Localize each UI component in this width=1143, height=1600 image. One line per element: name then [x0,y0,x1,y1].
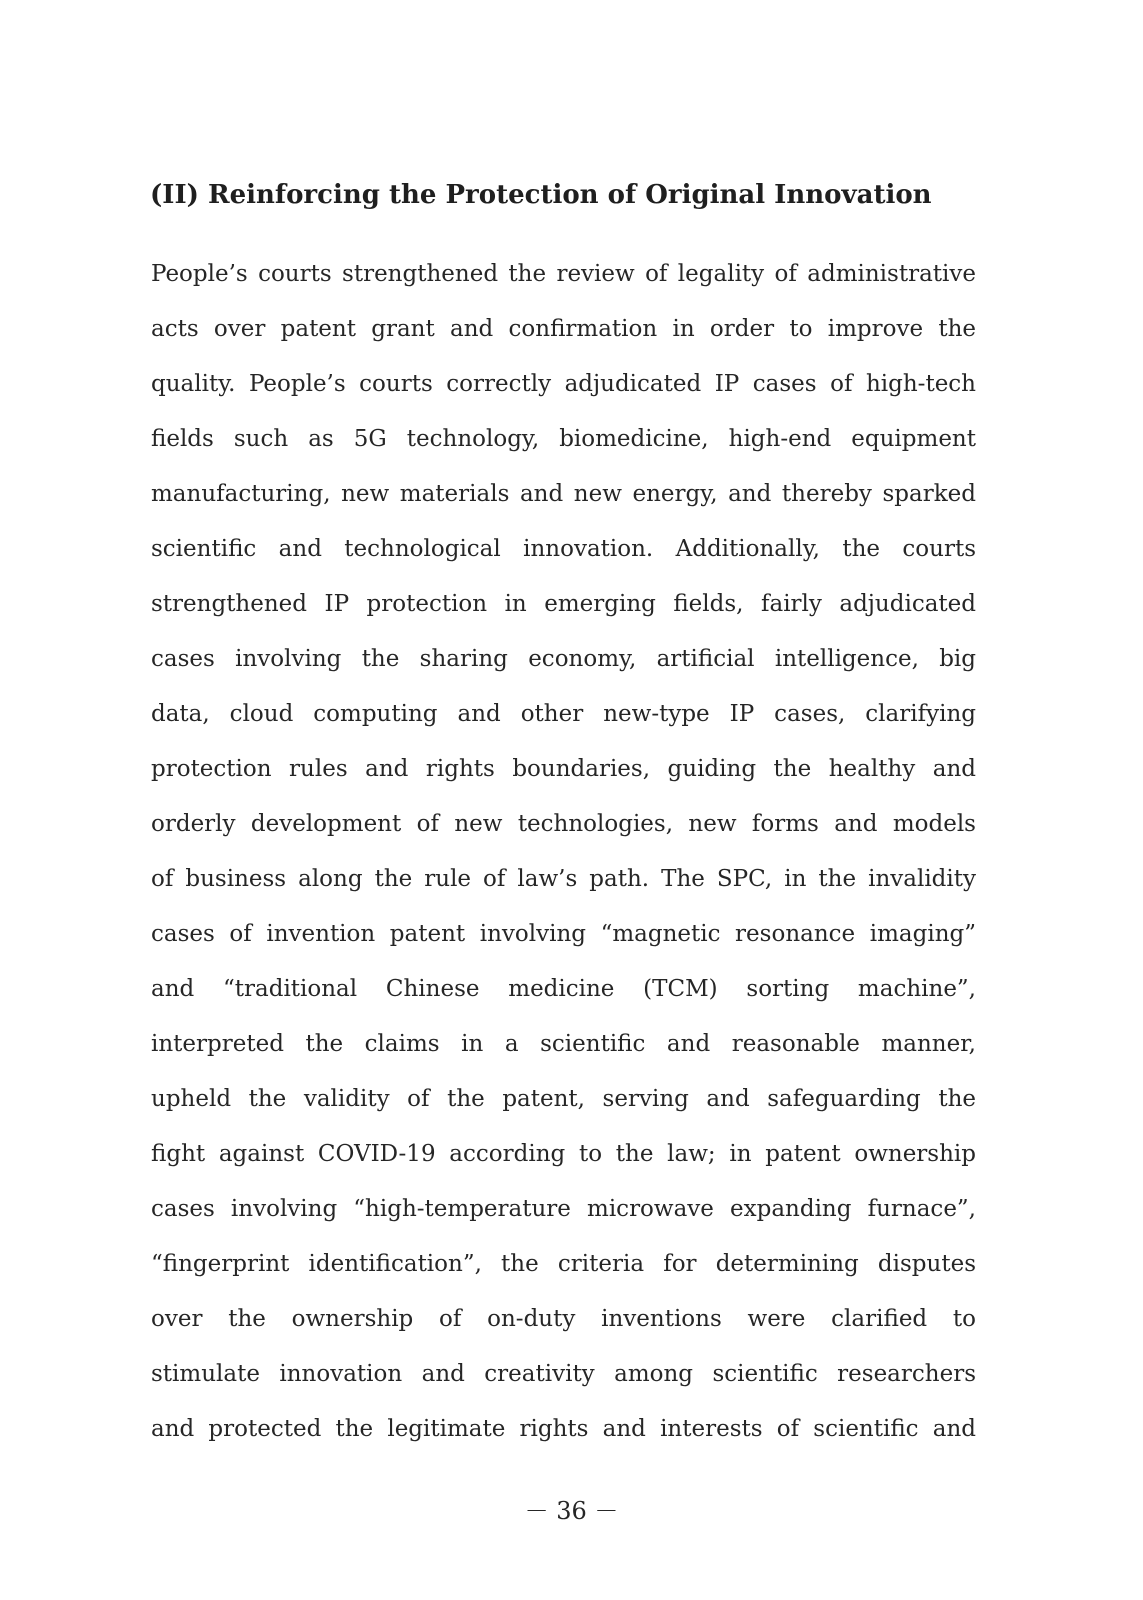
paragraph-line: strengthened IP protection in emerging fields, fairly adjudicated [151,591,976,617]
paragraph-line: fight against COVID-19 according to the law; in patent ownership [151,1141,976,1167]
paragraph-line: “fingerprint identification”, the criteria for determining disputes [151,1251,976,1277]
paragraph-line: acts over patent grant and confirmation in order to improve the [151,316,976,342]
paragraph-line: data, cloud computing and other new-type IP cases, clarifying [151,701,976,727]
page-number: － 36 － [524,1497,619,1525]
paragraph-line: stimulate innovation and creativity among scientific researchers [151,1361,976,1387]
paragraph-line: manufacturing, new materials and new energy, and thereby sparked [151,481,976,507]
body-paragraph [151,254,976,1464]
paragraph-line: cases of invention patent involving “magnetic resonance imaging” [151,921,976,947]
paragraph-line: upheld the validity of the patent, serving and safeguarding the [151,1086,976,1112]
paragraph-line: scientific and technological innovation. Additionally, the courts [151,536,976,562]
paragraph-line: quality. People’s courts correctly adjudicated IP cases of high-tech [151,371,976,397]
paragraph-line: cases involving the sharing economy, artificial intelligence, big [151,646,976,672]
paragraph-line: over the ownership of on-duty inventions were clarified to [151,1306,976,1332]
paragraph-line: orderly development of new technologies, new forms and models [151,811,976,837]
section-heading: (II) Reinforcing the Protection of Original Innovation [150,180,932,210]
paragraph-line: protection rules and rights boundaries, guiding the healthy and [151,756,976,782]
paragraph-line: and “traditional Chinese medicine (TCM) sorting machine”, [151,976,976,1002]
paragraph-line: fields such as 5G technology, biomedicine, high-end equipment [151,426,976,452]
paragraph-line: cases involving “high-temperature microwave expanding furnace”, [151,1196,976,1222]
paragraph-line: interpreted the claims in a scientific and reasonable manner, [151,1031,976,1057]
paragraph-line: of business along the rule of law’s path. The SPC, in the invalidity [151,866,976,892]
paragraph-line: and protected the legitimate rights and interests of scientific and [151,1416,976,1442]
paragraph-line: People’s courts strengthened the review of legality of administrative [151,261,976,287]
